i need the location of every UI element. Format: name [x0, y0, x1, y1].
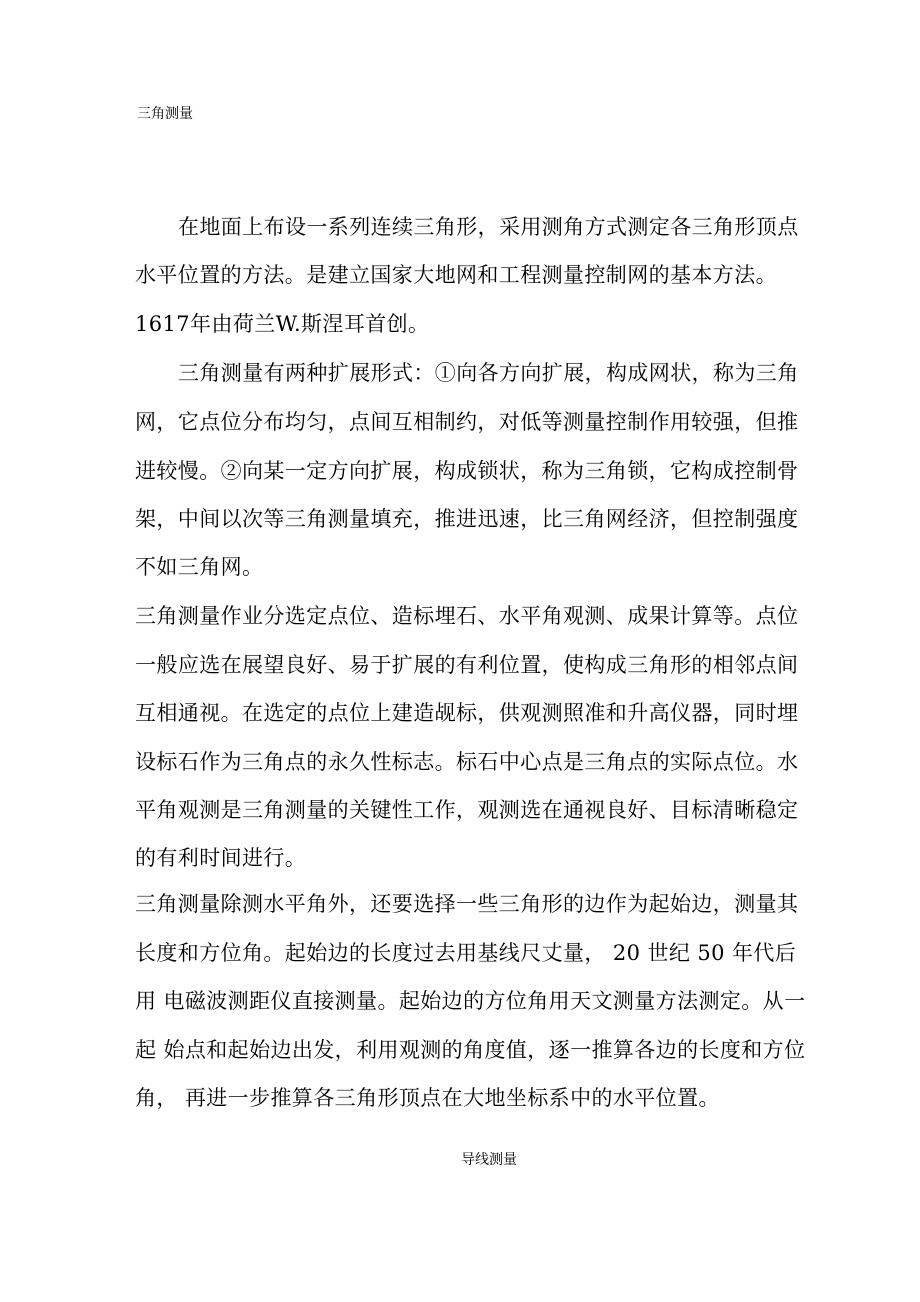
paragraph-line: 用 电磁波测距仪直接测量。起始边的方位角用天文测量方法测定。从一 — [135, 989, 806, 1013]
paragraph-line: 在地面上布设一系列连续三角形，采用测角方式测定各三角形顶点 — [178, 215, 799, 239]
paragraph-line: 平角观测是三角测量的关键性工作，观测选在通视良好、目标清晰稳定 — [135, 798, 799, 822]
paragraph-line: 三角测量作业分选定点位、造标埋石、水平角观测、成果计算等。点位 — [135, 604, 799, 628]
paragraph-line: 三角测量有两种扩展形式：①向各方向扩展，构成网状，称为三角 — [178, 361, 799, 385]
paragraph-line: 进较慢。②向某一定方向扩展，构成锁状，称为三角锁，它构成控制骨 — [135, 459, 799, 483]
paragraph-line: 起 始点和起始边出发，利用观测的角度值，逐一推算各边的长度和方位 — [135, 1038, 806, 1062]
paragraph-line: 一般应选在展望良好、易于扩展的有利位置，使构成三角形的相邻点间 — [135, 653, 799, 677]
paragraph-line: 互相通视。在选定的点位上建造觇标，供观测照准和升高仪器，同时埋 — [135, 701, 799, 725]
paragraph-line: 的有利时间进行。 — [135, 846, 307, 870]
paragraph-line: 三角测量除测水平角外，还要选择一些三角形的边作为起始边，测量其 — [135, 892, 799, 916]
next-section-title: 导线测量 — [461, 1152, 517, 1168]
paragraph-line: 1617年由荷兰W.斯涅耳首创。 — [135, 312, 430, 336]
paragraph-line: 角， 再进一步推算各三角形顶点在大地坐标系中的水平位置。 — [135, 1086, 720, 1110]
paragraph-line: 不如三角网。 — [135, 555, 264, 579]
section-title: 三角测量 — [137, 106, 193, 122]
paragraph-line: 长度和方位角。起始边的长度过去用基线尺丈量， 20 世纪 50 年代后 — [135, 941, 797, 965]
paragraph-line: 水平位置的方法。是建立国家大地网和工程测量控制网的基本方法。 — [135, 263, 777, 287]
paragraph-line: 设标石作为三角点的永久性标志。标石中心点是三角点的实际点位。水 — [135, 750, 799, 774]
paragraph-line: 网，它点位分布均匀，点间互相制约，对低等测量控制作用较强，但推 — [135, 410, 799, 434]
paragraph-line: 架，中间以次等三角测量填充，推进迅速，比三角网经济，但控制强度 — [135, 507, 799, 531]
